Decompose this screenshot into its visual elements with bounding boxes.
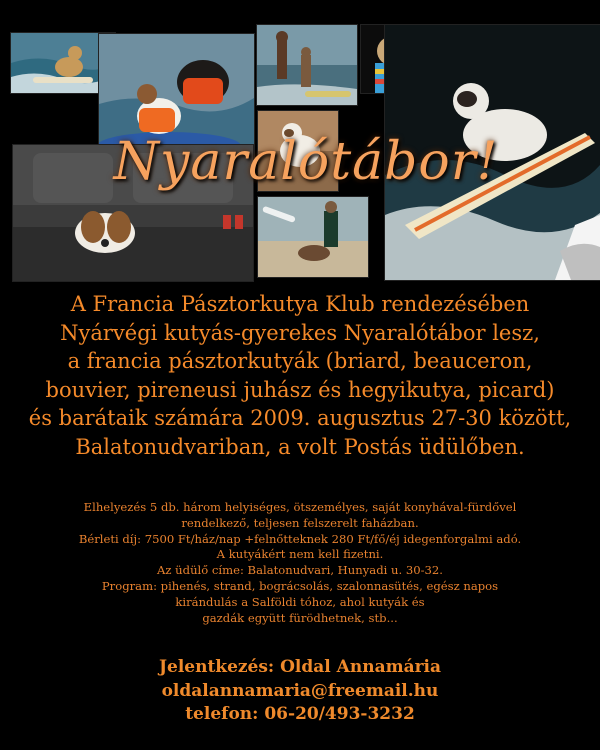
photo-man-dog-surfboard	[257, 196, 369, 278]
details-block	[0, 500, 600, 626]
registration-line: Jelentkezés: Oldal Annamária	[158, 657, 442, 677]
details-line: A kutyákért nem kell fizetni.	[216, 547, 384, 562]
details-line: Bérleti díj: 7500 Ft/ház/nap +felnőtteknek 280 Ft/fő/éj idegenforgalmi adó.	[78, 531, 522, 546]
main-line: a francia pásztorkutyák (briard, beauceron,	[67, 349, 533, 373]
details-line: Az üdülő címe: Balatonudvari, Hunyadi u. 30-32.	[157, 563, 443, 578]
contact-block	[0, 656, 600, 727]
details-line: Program: pihenés, strand, bográcsolás, szalonnasütés, egész napos	[101, 578, 499, 593]
main-line: és barátaik számára 2009. augusztus 27-30 között,	[28, 406, 572, 430]
main-line: Balatonudvariban, a volt Postás üdülőben.	[75, 434, 525, 459]
phone-line: telefon: 06-20/493-3232	[185, 704, 415, 724]
details-line: gazdák együtt fürödhetnek, stb...	[202, 610, 398, 625]
main-announcement	[0, 290, 600, 461]
photo-people-dog-surf	[256, 24, 358, 106]
details-line: rendelkező, teljesen felszerelt faházban.	[181, 515, 419, 530]
main-line: Nyárvégi kutyás-gyerekes Nyaralótábor lesz,	[60, 320, 540, 345]
main-line: bouvier, pireneusi juhász és hegyikutya, picard)	[45, 377, 555, 402]
main-line: A Francia Pásztorkutya Klub rendezésében	[70, 292, 530, 316]
details-line: kirándulás a Salföldi tóhoz, ahol kutyák és	[175, 594, 425, 609]
email-line: oldalannamaria@freemail.hu	[161, 680, 439, 701]
details-line: Elhelyezés 5 db. három helyiséges, ötszemélyes, saját konyhával-fürdővel	[83, 500, 517, 514]
headline-title: Nyaralótábor!	[113, 132, 499, 192]
